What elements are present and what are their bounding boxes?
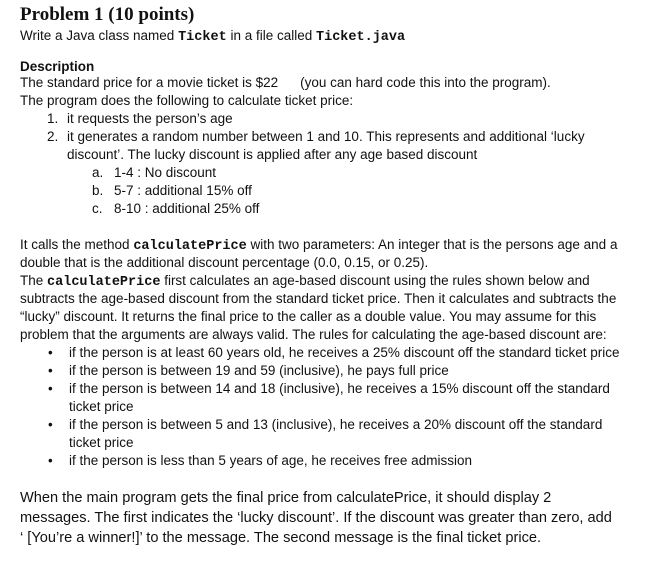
rule-4-bullet: • [48,417,53,432]
calc-post: first calculates an age-based discount using the rules shown below and [160,273,590,288]
output-para-line-1: When the main program gets the final price from calculatePrice, it should display 2 [20,490,552,506]
calc-para-line-1 [20,272,590,291]
rule-5-bullet: • [48,453,53,468]
problem-title: Problem 1 (10 points) [20,4,195,25]
price-line [20,74,551,91]
step-2-text-line-2: discount’. The lucky discount is applied after any age based discount [67,147,478,162]
rule-1-text: if the person is at least 60 years old, he receives a 25% discount off the standard ticket price [69,345,620,360]
rule-1-bullet: • [48,345,53,360]
rule-4-text-line-1: if the person is between 5 and 13 (inclusive), he receives a 20% discount off the standard [69,417,603,432]
method-pre: It calls the method [20,237,134,252]
class-name: Ticket [178,30,227,45]
rule-2-bullet: • [48,363,53,378]
price-statement: The standard price for a movie ticket is $22 [20,75,279,90]
program-intro-line: The program does the following to calculate ticket price: [20,93,354,108]
rule-5-text: if the person is less than 5 years of age, he receives free admission [69,453,472,468]
file-name: Ticket.java [316,30,406,45]
rule-3-text-line-2: ticket price [69,399,134,414]
step-1-text: it requests the person’s age [67,111,233,126]
method-post: with two parameters: An integer that is the persons age and a [246,237,618,252]
step-2-text-line-1: it generates a random number between 1 and 10. This represents and additional ‘lucky [67,129,585,144]
range-a-text: 1-4 : No discount [114,165,217,180]
calc-method-name: calculatePrice [47,275,161,290]
description-heading: Description [20,59,95,74]
method-para-line-2: double that is the additional discount percentage (0.0, 0.15, or 0.25). [20,255,429,270]
method-para-line-1 [20,236,617,255]
rule-2-text: if the person is between 19 and 59 (inclusive), he pays full price [69,363,449,378]
intro-line [20,27,405,46]
step-2-marker: 2. [47,129,59,144]
range-b-marker: b. [92,183,104,198]
intro-prefix: Write a Java class named [20,28,179,43]
step-1-marker: 1. [47,111,59,126]
intro-mid: in a file called [226,28,316,43]
range-c-marker: c. [92,201,103,216]
calc-para-line-4: problem that the arguments are always valid. The rules for calculating the age-based discount are: [20,327,607,342]
price-note: (you can hard code this into the program). [300,75,551,90]
calc-para-line-3: “lucky” discount. It returns the final price to the caller as a double value. You may assume for this [20,309,597,324]
output-para-line-2: messages. The first indicates the ‘lucky discount’. If the discount was greater than zero, add [20,510,612,526]
output-para-line-3: ‘ [You’re a winner!]’ to the message. The second message is the final ticket price. [20,530,542,546]
calc-para-line-2: subtracts the age-based discount from the standard ticket price. Then it calculates and subtracts the [20,291,617,306]
range-c-text: 8-10 : additional 25% off [114,201,260,216]
calc-pre: The [20,273,48,288]
rule-4-text-line-2: ticket price [69,435,134,450]
rule-3-text-line-1: if the person is between 14 and 18 (inclusive), he receives a 15% discount off the standard [69,381,610,396]
range-b-text: 5-7 : additional 15% off [114,183,252,198]
rule-3-bullet: • [48,381,53,396]
method-name: calculatePrice [133,239,247,254]
range-a-marker: a. [92,165,104,180]
